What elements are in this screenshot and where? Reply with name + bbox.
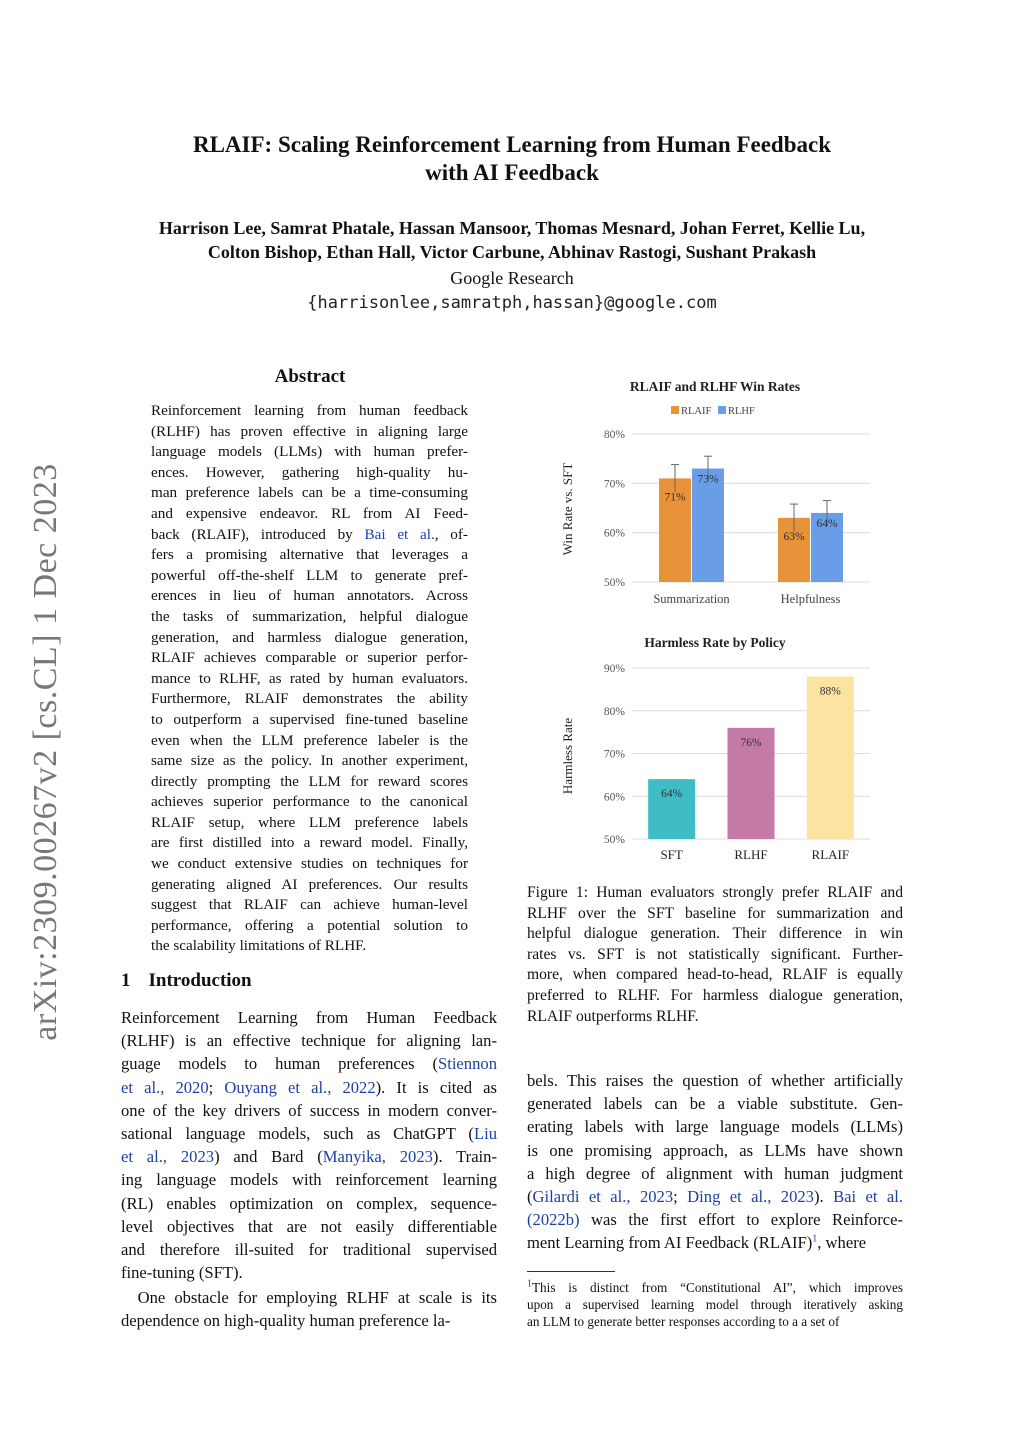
citation-link[interactable]: Ding et al., 2023 [687,1187,814,1207]
text-line: the scalability limitations of RLHF. [151,937,367,955]
x-tick-label: Summarization [653,592,730,606]
affiliation: Google Research [450,268,574,288]
text-run: guage models to human preferences ( [121,1054,438,1074]
text-line: ences. However, gathering high-quality hu- [151,463,468,481]
text-run: ). It is cited as [375,1077,497,1097]
win-rate-chart [540,372,890,612]
text-line: we conduct extensive studies on techniques for [151,855,468,873]
text-line: upon a supervised learning model through iteratively asking [527,1297,903,1312]
text-line: generation, and harmless dialogue generation, [151,628,468,646]
text-line: language models (LLMs) with human prefer- [151,443,468,461]
paper-title [0,131,1024,187]
text-line: (RLHF) has proven effective in aligning large [151,422,468,440]
win-rate-y-tick-label: 50% [603,577,625,589]
citation-link[interactable]: Liu [473,1124,497,1144]
text-line: helpful dialogue generation. Their difference in win [527,925,903,943]
text-run: sational language models, such as ChatGPT ( [121,1124,474,1144]
text-line: preferred to RLHF. For harmless dialogue generation, [527,986,903,1004]
legend-label-rlhf: RLHF [728,406,755,417]
legend-label-rlaif: RLAIF [681,406,712,417]
harmless-y-tick-label: 80% [603,705,625,718]
text-line [121,1145,497,1168]
abstract-heading: Abstract [274,366,346,387]
text-line [527,1279,903,1296]
citation-link[interactable]: Stiennon [437,1054,497,1074]
text-line: suggest that RLAIF can achieve human-level [151,896,468,914]
text-line: RLAIF achieves comparable or superior perfor- [151,649,468,667]
text-line [121,1122,497,1145]
text-line: RLAIF outperforms RLHF. [527,1007,699,1025]
harmless-rate-chart [540,628,890,868]
author-emails[interactable]: {harrisonlee,samratph,hassan}@google.com [307,293,717,313]
text-line: dependence on high-quality human preference la- [121,1311,451,1331]
section-title: Introduction [148,970,252,991]
harmless-y-tick-label: 70% [603,748,625,761]
text-line: to outperform a supervised fine-tuned baseline [151,710,468,728]
harmless-y-tick-label: 90% [603,663,625,675]
text-run: ). [813,1187,834,1207]
title-line-2: with AI Feedback [425,160,599,185]
text-line: one of the key drivers of success in modern conver- [121,1100,497,1120]
text-run: ; [208,1077,225,1097]
citation-link[interactable]: (2022b) [527,1210,580,1230]
text-line [121,1052,497,1075]
text-line: and therefore ill-suited for traditional supervised [121,1240,497,1260]
text-line: rates vs. SFT is not statistically significant. Further- [527,945,903,963]
x-tick-label: RLAIF [811,847,850,862]
figure-caption [527,883,903,1027]
text-line: more, when compared head-to-head, RLAIF is equally [527,966,903,984]
text-line: RLAIF setup, where LLM preference labels [151,813,468,831]
harmless-y-axis-label: Harmless Rate [560,717,575,795]
citation-link[interactable]: Bai et al. [833,1187,903,1207]
text-line: Reinforcement Learning from Human Feedback [121,1008,497,1027]
text-line: generated labels can be a viable substitute. Gen- [527,1094,903,1114]
footnote-marker[interactable]: 1 [527,1278,532,1290]
text-line: erences in lieu of human annotators. Across [151,587,468,605]
data-label: 64% [661,788,683,801]
data-label: 64% [816,517,838,530]
legend-swatch-rlaif [671,406,679,414]
text-line: the tasks of summarization, helpful dialogue [151,607,468,625]
citation-link[interactable]: et al., 2020 [121,1077,209,1097]
text-line: Reinforcement learning from human feedback [151,402,468,419]
authors-line-1: Harrison Lee, Samrat Phatale, Hassan Mansoor, Thomas Mesnard, Johan Ferret, Kellie Lu, [158,218,866,238]
text-line: RLHF over the SFT baseline for summarization and [527,904,903,922]
text-line: generating aligned AI preferences. Our results [151,875,468,893]
harmless-chart-title: Harmless Rate by Policy [644,635,786,650]
data-label: 76% [740,736,762,749]
text-line: Figure 1: Human evaluators strongly prefer RLAIF and [527,884,903,901]
text-line: and expensive endeavor. RL from AI Feed- [151,504,468,522]
text-line: mance to RLHF, as rated by human evaluators. [151,669,468,687]
citation-link[interactable]: Gilardi et al., 2023 [532,1187,674,1207]
data-label: 71% [664,491,686,504]
authors-line-2: Colton Bishop, Ethan Hall, Victor Carbune, Abhinav Rastogi, Sushant Prakash [207,242,817,262]
data-label: 63% [783,530,805,543]
text-run: ). Train- [432,1147,497,1167]
citation-link[interactable]: Bai et al. [364,525,435,543]
text-line: level objectives that are not easily differentiable [121,1216,497,1236]
text-line: man preference labels can be a time-consuming [151,484,468,502]
text-line: ing language models with reinforcement learning [121,1170,497,1190]
win-rate-y-tick-label: 80% [603,429,625,441]
text-run: , of- [434,525,468,543]
text-line: achieves superior performance to the canonical [151,793,468,811]
data-label: 73% [697,473,719,486]
bar-rlaif [807,677,854,839]
footnote-marker[interactable]: 1 [812,1233,818,1245]
text-run: ( [527,1187,533,1207]
text-line [527,1208,903,1231]
text-line: is one promising approach, as LLMs have shown [527,1140,903,1160]
footnote [527,1279,903,1330]
section-number: 1 [121,970,131,991]
text-run: This is distinct from “Constitutional AI”, which improves [532,1280,903,1295]
harmless-y-tick-label: 50% [603,834,625,846]
text-line: (RLHF) is an effective technique for aligning lan- [121,1031,497,1051]
text-line: even when the LLM preference labeler is the [151,731,468,749]
text-line: (RL) enables optimization on complex, sequence- [121,1193,497,1213]
text-line: fers a promising alternative that leverages a [151,546,468,564]
bar-rlhf-summarization [692,469,724,582]
right-column-paragraph [527,1069,903,1255]
text-line: are first distilled into a reward model. Finally, [151,834,468,852]
text-line [527,1185,903,1208]
citation-link[interactable]: Ouyang et al., 2022 [224,1077,376,1097]
section-heading-introduction [121,970,252,992]
win-rate-y-axis-label: Win Rate vs. SFT [560,462,575,556]
text-line: Furthermore, RLAIF demonstrates the ability [151,690,468,708]
text-run: ment Learning from AI Feedback (RLAIF) [527,1233,813,1253]
introduction-paragraph-2 [121,1286,497,1332]
text-line: bels. This raises the question of whether artificially [527,1071,903,1090]
win-rate-y-tick-label: 70% [603,478,625,491]
arxiv-identifier[interactable]: arXiv:2309.00267v2 [cs.CL] 1 Dec 2023 [27,463,64,1041]
text-run: , where [817,1233,867,1253]
win-rate-y-tick-label: 60% [603,527,625,540]
text-run: was the first effort to explore Reinforce- [579,1210,903,1230]
text-line [151,525,468,546]
text-line [527,1231,903,1254]
x-tick-label: Helpfulness [780,592,841,606]
text-line: a high degree of alignment with human judgment [527,1163,903,1183]
x-tick-label: SFT [660,847,683,862]
abstract-text [151,401,468,957]
text-line: powerful off-the-shelf LLM to generate pref- [151,566,468,584]
text-line: erating labels with large language models (LLMs) [527,1117,903,1137]
text-line: performance, offering a potential solution to [151,916,468,934]
text-line: an LLM to generate better responses according to a a set of [527,1314,840,1329]
introduction-paragraph-1 [121,1006,497,1284]
text-line: same size as the policy. In another experiment, [151,752,468,770]
legend-swatch-rlhf [718,406,726,414]
text-run: ) and Bard ( [214,1147,323,1167]
title-line-1: RLAIF: Scaling Reinforcement Learning from Human Feedback [192,132,831,157]
win-rate-chart-title: RLAIF and RLHF Win Rates [629,379,801,394]
x-tick-label: RLHF [734,847,768,862]
text-line: fine-tuning (SFT). [121,1263,243,1283]
author-list [0,216,1024,264]
citation-link[interactable]: Manyika, 2023 [322,1147,433,1167]
text-run: back (RLAIF), introduced by [151,525,365,543]
footnote-rule [527,1271,615,1272]
data-label: 88% [819,685,841,698]
harmless-y-tick-label: 60% [603,791,625,804]
text-line [121,1076,497,1099]
citation-link[interactable]: et al., 2023 [121,1147,215,1167]
text-line: One obstacle for employing RLHF at scale is its [121,1288,497,1307]
text-run: ; [673,1187,688,1207]
text-line: directly prompting the LLM for reward scores [151,772,468,790]
